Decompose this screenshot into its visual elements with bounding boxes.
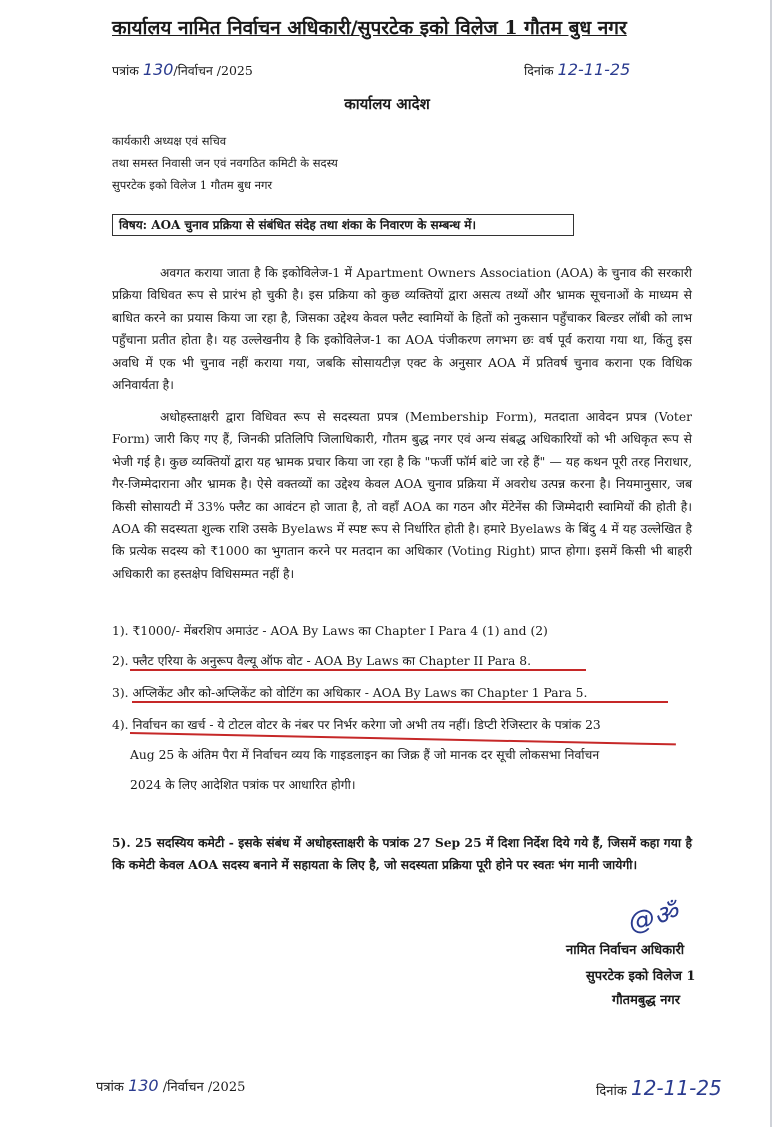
ref-suffix: /निर्वाचन /2025 <box>173 63 253 78</box>
addressee-line: सुपरटेक इको विलेज 1 गौतम बुध नगर <box>112 178 273 192</box>
addressee-block <box>112 130 338 196</box>
footer-date-label: दिनांक <box>596 1084 627 1099</box>
ref-label: पत्रांक <box>112 63 139 78</box>
paragraph-2: अधोहस्ताक्षरी द्वारा विधिवत रूप से सदस्यता प्रपत्र (Membership Form), मतदाता आवेदन प्रपत्र (Voter Form) जारी किए गए हैं, जिनकी प्रतिलिपि जिलाधिकारी, गौतम बुद्ध नगर एवं अन्य संबद्ध अधिकारियों को भी अधिकृत रूप से भेजी गई है। कुछ व्यक्तियों द्वारा यह भ्रामक प्रचार किया जा रहा है कि "फर्जी फॉर्म बांटे जा रहे हैं" — यह कथन पूरी तरह निराधार, गैर-जिम्मेदाराना और भ्रामक है। ऐसे वक्तव्यों का उद्देश्य केवल AOA चुनाव प्रक्रिया में अवरोध उत्पन्न करना है। नियमानुसार, जब किसी सोसायटी में 33% फ्लैट का आवंटन हो जाता है, तो वहाँ AOA का गठन और मेंटेनेंस की जिम्मेदारी स्वामियों की होती है। AOA की सदस्यता शुल्क राशि उसके Byelaws में स्पष्ट रूप से निर्धारित होती है। हमारे Byelaws के बिंदु 4 में यह उल्लेखित है कि प्रत्येक सदस्य को ₹1000 का भुगतान करने पर मतदान का अधिकार (Voting Right) प्राप्त होगा। इसमें किसी भी बाहरी अधिकारी का हस्तक्षेप विधिसम्मत नहीं है। <box>112 410 692 581</box>
list-item-1: 1). ₹1000/- मेंबरशिप अमाउंट - AOA By Laws का Chapter I Para 4 (1) and (2) <box>112 624 548 638</box>
signatory-society: सुपरटेक इको विलेज 1 <box>586 969 696 984</box>
page-edge <box>770 0 772 1127</box>
footer-date <box>596 1076 722 1100</box>
addressee-line: तथा समस्त निवासी जन एवं नवगठित कमिटी के सदस्य <box>112 156 338 170</box>
footer-ref-label: पत्रांक <box>96 1080 124 1095</box>
subject-box: विषय: AOA चुनाव प्रक्रिया से संबंधित संदेह तथा शंका के निवारण के सम्बन्ध में। <box>112 214 574 236</box>
date-line <box>524 60 630 79</box>
date-label: दिनांक <box>524 63 554 78</box>
red-underline <box>132 701 668 703</box>
date-handwritten: 12-11-25 <box>557 60 631 79</box>
addressee-line: कार्यकारी अध्यक्ष एवं सचिव <box>112 134 227 148</box>
signatory-title: नामित निर्वाचन अधिकारी <box>566 943 685 958</box>
signatory-place: गौतमबुद्ध नगर <box>612 993 681 1008</box>
list-item-4-cont: 2024 के लिए आदेशित पत्रांक पर आधारित होगी। <box>130 778 356 792</box>
ref-number-handwritten: 130 <box>142 60 174 79</box>
list-item-3: 3). अप्लिकेंट और को-अप्लिकेंट को वोटिंग का अधिकार - AOA By Laws का Chapter 1 Para 5. <box>112 686 588 700</box>
point-5: 5). 25 सदस्यिय कमेटी - इसके संबंध में अधोहस्ताक्षरी के पत्रांक 27 Sep 25 में दिशा निर्देश दिये गये हैं, जिसमें कहा गया है कि कमेटी केवल AOA सदस्य बनाने में सहायता के लिए है, जो सदस्यता प्रक्रिया पूरी होने पर स्वतः भंग मानी जायेगी। <box>112 835 692 873</box>
reference-number <box>112 60 253 79</box>
handwritten-signature: @ॐ <box>625 898 681 938</box>
footer-date-handwritten: 12-11-25 <box>630 1076 722 1100</box>
footer-ref-number: 130 <box>128 1076 159 1095</box>
red-underline <box>130 669 586 671</box>
paragraph-1: अवगत कराया जाता है कि इकोविलेज-1 में Apartment Owners Association (AOA) के चुनाव की सरकारी प्रक्रिया विधिवत रूप से प्रारंभ हो चुकी है। इस प्रक्रिया को कुछ व्यक्तियों द्वारा असत्य तथ्यों और भ्रामक सूचनाओं के माध्यम से बाधित करने का प्रयास किया जा रहा है, जिसका उद्देश्य केवल फ्लैट स्वामियों के हितों को नुकसान पहुँचाकर बिल्डर लॉबी को लाभ पहुँचाना प्रतीत होता है। यह उल्लेखनीय है कि इकोविलेज-1 का AOA पंजीकरण लगभग छः वर्ष पूर्व कराया गया था, किंतु इस अवधि में एक भी चुनाव नहीं कराया गया, जबकि सोसायटीज़ एक्ट के अनुसार AOA में प्रतिवर्ष चुनाव कराना एक विधिक अनिवार्यता है। <box>112 266 692 393</box>
footer-reference <box>96 1076 245 1095</box>
list-item-4: 4). निर्वाचन का खर्च - ये टोटल वोटर के नंबर पर निर्भर करेगा जो अभी तय नहीं। डिप्टी रेजिस्टार के पत्रांक 23 <box>112 718 601 732</box>
red-underline <box>130 732 676 745</box>
footer-ref-suffix: /निर्वाचन /2025 <box>158 1080 246 1095</box>
office-header: कार्यालय नामित निर्वाचन अधिकारी/सुपरटेक इको विलेज 1 गौतम बुध नगर <box>112 17 627 39</box>
list-item-2: 2). फ्लैट एरिया के अनुरूप वैल्यू ऑफ वोट - AOA By Laws का Chapter II Para 8. <box>112 654 532 668</box>
doc-title: कार्यालय आदेश <box>344 95 430 113</box>
list-item-4-cont: Aug 25 के अंतिम पैरा में निर्वाचन व्यय कि गाइडलाइन का जिक्र हैं जो मानक दर सूची लोकसभा निर्वाचन <box>130 748 600 762</box>
